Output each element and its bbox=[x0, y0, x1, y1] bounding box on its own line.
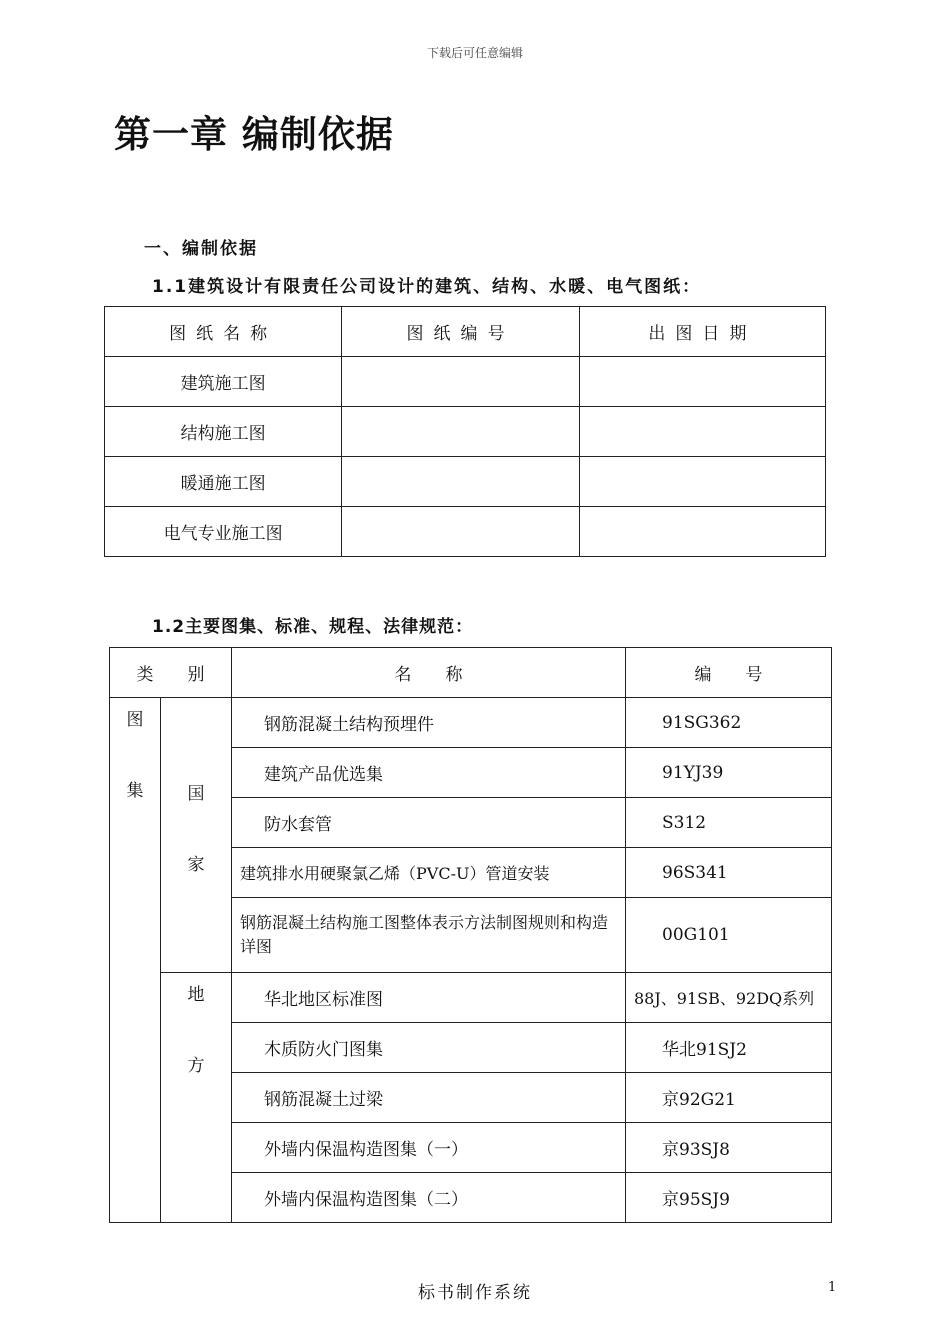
drawing-number-cell bbox=[342, 407, 579, 457]
header-cell: 类 别 bbox=[110, 648, 232, 698]
header-cell: 图纸编号 bbox=[342, 307, 579, 357]
group-cell-local bbox=[161, 973, 232, 1223]
drawing-name-cell: 结构施工图 bbox=[105, 407, 342, 457]
table-row bbox=[105, 407, 826, 457]
standard-code-cell: 91SG362 bbox=[626, 698, 832, 748]
group-char: 家 bbox=[187, 855, 205, 875]
chapter-title: 第一章 编制依据 bbox=[114, 113, 394, 156]
group-cell-national bbox=[161, 698, 232, 973]
standards-table-header bbox=[110, 648, 832, 698]
standard-name-cell: 防水套管 bbox=[232, 798, 626, 848]
drawing-date-cell bbox=[579, 407, 825, 457]
drawing-number-cell bbox=[342, 357, 579, 407]
table-row bbox=[110, 973, 832, 1023]
section-title: 一、编制依据 bbox=[144, 239, 258, 259]
drawing-name-cell: 电气专业施工图 bbox=[105, 507, 342, 557]
standard-code-cell: S312 bbox=[626, 798, 832, 848]
standard-code-cell: 91YJ39 bbox=[626, 748, 832, 798]
drawing-date-cell bbox=[579, 357, 825, 407]
group-char: 国 bbox=[187, 784, 205, 804]
standard-name-cell: 华北地区标准图 bbox=[232, 973, 626, 1023]
drawing-number-cell bbox=[342, 457, 579, 507]
category-cell bbox=[110, 698, 161, 1223]
category-char: 集 bbox=[126, 781, 144, 801]
standard-code-cell: 00G101 bbox=[626, 898, 832, 973]
standard-name-cell: 外墙内保温构造图集（二） bbox=[232, 1173, 626, 1223]
standard-code-cell: 京93SJ8 bbox=[626, 1123, 832, 1173]
standard-name-cell: 木质防火门图集 bbox=[232, 1023, 626, 1073]
standards-table bbox=[109, 647, 832, 1223]
standard-name-cell: 建筑产品优选集 bbox=[232, 748, 626, 798]
group-char: 方 bbox=[187, 1056, 205, 1076]
table-row bbox=[105, 507, 826, 557]
standard-code-cell: 京92G21 bbox=[626, 1073, 832, 1123]
table-row bbox=[105, 457, 826, 507]
subsection-title-2: 1.2主要图集、标准、规程、法律规范： bbox=[152, 617, 474, 637]
header-cell: 编 号 bbox=[626, 648, 832, 698]
header-cell: 名 称 bbox=[232, 648, 626, 698]
drawing-name-cell: 暖通施工图 bbox=[105, 457, 342, 507]
header-cell: 出图日期 bbox=[579, 307, 825, 357]
drawing-name-cell: 建筑施工图 bbox=[105, 357, 342, 407]
table-row bbox=[105, 357, 826, 407]
standard-code-cell: 京95SJ9 bbox=[626, 1173, 832, 1223]
drawings-table bbox=[104, 306, 826, 557]
standard-name-cell: 钢筋混凝土结构施工图整体表示方法制图规则和构造详图 bbox=[232, 898, 626, 973]
drawing-number-cell bbox=[342, 507, 579, 557]
standard-name-cell: 钢筋混凝土结构预埋件 bbox=[232, 698, 626, 748]
standard-code-cell: 96S341 bbox=[626, 848, 832, 898]
drawing-date-cell bbox=[579, 457, 825, 507]
drawing-date-cell bbox=[579, 507, 825, 557]
group-char: 地 bbox=[187, 985, 205, 1005]
drawings-table-header bbox=[105, 307, 826, 357]
standard-name-cell: 钢筋混凝土过梁 bbox=[232, 1073, 626, 1123]
page-footer: 标书制作系统 bbox=[418, 1283, 532, 1303]
standard-name-cell: 外墙内保温构造图集（一） bbox=[232, 1123, 626, 1173]
standard-code-cell: 华北91SJ2 bbox=[626, 1023, 832, 1073]
header-cell: 图纸名称 bbox=[105, 307, 342, 357]
page-number: 1 bbox=[828, 1280, 837, 1295]
category-char: 图 bbox=[126, 710, 144, 730]
page-header: 下载后可任意编辑 bbox=[426, 46, 523, 60]
standard-name-cell: 建筑排水用硬聚氯乙烯（PVC-U）管道安装 bbox=[232, 848, 626, 898]
standard-code-cell: 88J、91SB、92DQ系列 bbox=[626, 973, 832, 1023]
table-row bbox=[110, 698, 832, 748]
subsection-title-1: 1.1建筑设计有限责任公司设计的建筑、结构、水暖、电气图纸： bbox=[152, 277, 702, 297]
